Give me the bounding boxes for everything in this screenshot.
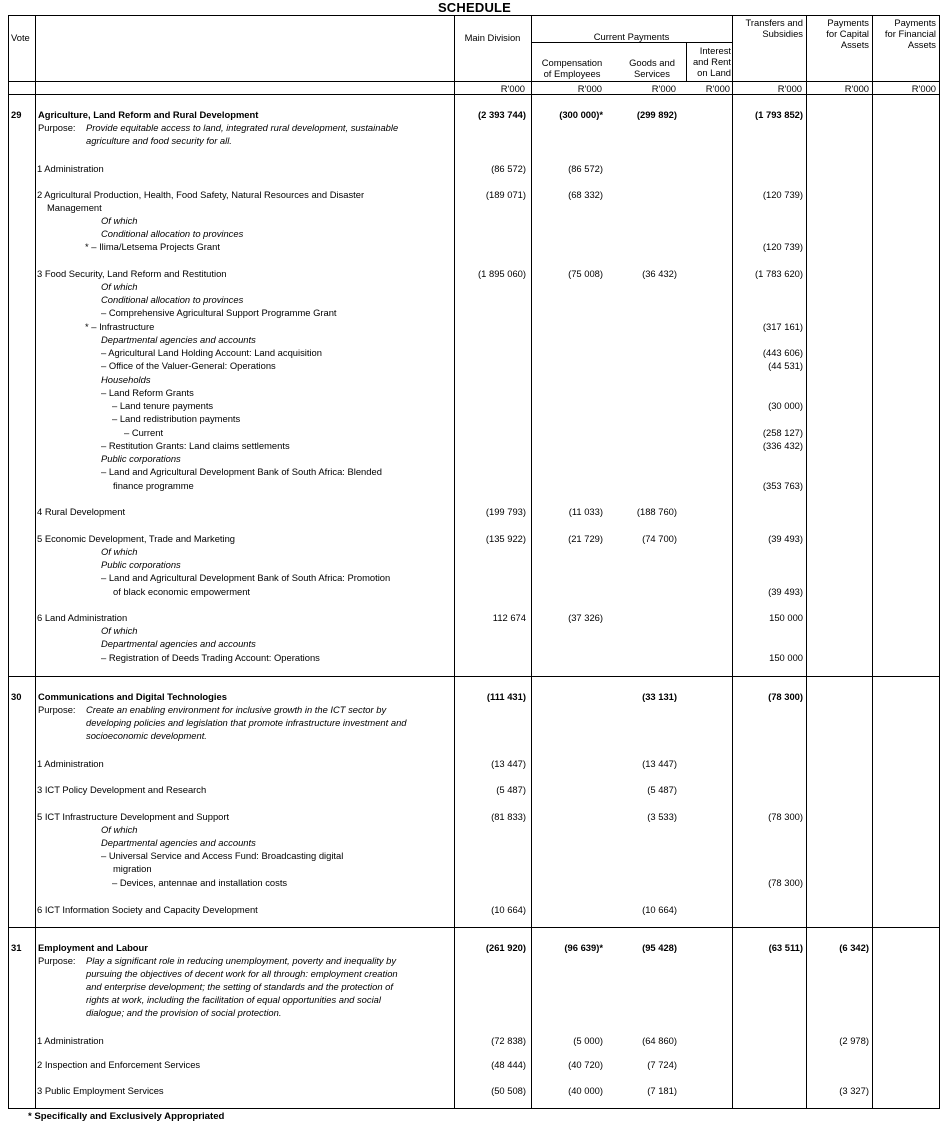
- unit-label: R'000: [777, 83, 802, 94]
- purpose-label: Purpose:: [38, 955, 76, 966]
- amount-main: (5 487): [496, 784, 526, 795]
- unit-label: R'000: [651, 83, 676, 94]
- purpose-text: and enterprise development; the setting of standards and the protection of: [86, 981, 393, 992]
- header-capital-assets: Payments for Capital Assets: [826, 17, 869, 50]
- amount-goods: (36 432): [642, 268, 677, 279]
- line-item: 6 Land Administration: [37, 612, 128, 623]
- amount-goods: (7 724): [647, 1059, 677, 1070]
- line-item: finance programme: [113, 480, 194, 491]
- line-item: Of which: [101, 281, 138, 292]
- amount-main: 112 674: [492, 612, 526, 623]
- amount-comp: (68 332): [568, 189, 603, 200]
- line-item: – Office of the Valuer-General: Operations: [101, 360, 276, 371]
- amount-transfers: (258 127): [762, 427, 803, 438]
- amount-transfers: (120 739): [762, 189, 803, 200]
- col-divider: [35, 15, 36, 1109]
- amount-main: (86 572): [491, 163, 526, 174]
- line-item: – Land and Agricultural Development Bank of South Africa: Blended: [101, 466, 382, 477]
- unit-label: R'000: [500, 83, 525, 94]
- amount-transfers: (353 763): [762, 480, 803, 491]
- amount-goods: (10 664): [642, 904, 677, 915]
- amount-comp: (5 000): [573, 1035, 603, 1046]
- vote-divider: [8, 676, 940, 677]
- amount-goods: (299 892): [636, 109, 677, 120]
- line-item: Of which: [101, 824, 138, 835]
- footnote: * Specifically and Exclusively Appropriated: [28, 1111, 225, 1122]
- line-item: 1 Administration: [37, 758, 104, 769]
- amount-capital: (2 978): [839, 1035, 869, 1046]
- line-item: Of which: [101, 625, 138, 636]
- line-item: 5 ICT Infrastructure Development and Support: [37, 811, 230, 822]
- line-item: 2 Agricultural Production, Health, Food Safety, Natural Resources and Disaster: [37, 189, 365, 200]
- amount-transfers: (78 300): [768, 877, 803, 888]
- amount-comp: (11 033): [568, 506, 603, 517]
- line-item: – Land redistribution payments: [112, 413, 241, 424]
- amount-comp: (300 000)*: [559, 109, 603, 120]
- header-current-payments: Current Payments: [593, 31, 670, 42]
- purpose-text: Play a significant role in reducing unemployment, poverty and inequality by: [86, 955, 397, 966]
- amount-transfers: (78 300): [768, 811, 803, 822]
- amount-transfers: (1 793 852): [755, 109, 803, 120]
- line-item: Departmental agencies and accounts: [101, 837, 256, 848]
- amount-goods: (5 487): [647, 784, 677, 795]
- amount-transfers: (317 161): [762, 321, 803, 332]
- amount-main: (1 895 060): [478, 268, 526, 279]
- purpose-text: Provide equitable access to land, integrated rural development, sustainable: [86, 122, 399, 133]
- header-main-division: Main Division: [464, 32, 521, 43]
- line-item: Departmental agencies and accounts: [101, 334, 256, 345]
- vote-number: 30: [11, 691, 22, 702]
- line-item: Management: [47, 202, 102, 213]
- amount-capital: (3 327): [839, 1085, 869, 1096]
- line-item: 1 Administration: [37, 1035, 104, 1046]
- amount-transfers: (30 000): [768, 400, 803, 411]
- purpose-text: dialogue; and the provision of social protection.: [86, 1007, 282, 1018]
- amount-main: (135 922): [485, 533, 526, 544]
- line-item: 5 Economic Development, Trade and Marketing: [37, 533, 236, 544]
- amount-transfers: (120 739): [762, 241, 803, 252]
- line-item: Departmental agencies and accounts: [101, 638, 256, 649]
- amount-main: (111 431): [486, 691, 526, 702]
- amount-comp: (21 729): [568, 533, 603, 544]
- amount-transfers: (44 531): [768, 360, 803, 371]
- line-item: * – Ilima/Letsema Projects Grant: [85, 241, 220, 252]
- line-item: 3 ICT Policy Development and Research: [37, 784, 207, 795]
- line-item: 4 Rural Development: [37, 506, 126, 517]
- header-transfers: Transfers and Subsidies: [745, 17, 803, 39]
- vote-number: 29: [11, 109, 22, 120]
- amount-comp: (75 008): [568, 268, 603, 279]
- header-goods-services: Goods and Services: [629, 57, 675, 79]
- amount-transfers: (336 432): [762, 440, 803, 451]
- line-item: 6 ICT Information Society and Capacity Development: [37, 904, 258, 915]
- line-item: migration: [113, 863, 152, 874]
- amount-capital: (6 342): [839, 942, 869, 953]
- vote-number: 31: [11, 942, 22, 953]
- vote-name: Employment and Labour: [38, 942, 148, 953]
- line-item: Households: [101, 374, 151, 385]
- schedule-title: SCHEDULE: [437, 0, 512, 15]
- header-divider: [531, 42, 732, 43]
- amount-transfers: (443 606): [762, 347, 803, 358]
- line-item: – Agricultural Land Holding Account: Land acquisition: [101, 347, 322, 358]
- amount-main: (261 920): [485, 942, 526, 953]
- amount-goods: (95 428): [642, 942, 677, 953]
- line-item: – Land Reform Grants: [101, 387, 194, 398]
- amount-goods: (64 860): [642, 1035, 677, 1046]
- line-item: Conditional allocation to provinces: [101, 294, 244, 305]
- purpose-text: Create an enabling environment for inclusive growth in the ICT sector by: [86, 704, 387, 715]
- amount-main: (50 508): [491, 1085, 526, 1096]
- amount-main: (2 393 744): [478, 109, 526, 120]
- line-item: – Comprehensive Agricultural Support Programme Grant: [101, 307, 337, 318]
- unit-label: R'000: [911, 83, 936, 94]
- amount-main: (13 447): [491, 758, 526, 769]
- line-item: Of which: [101, 215, 138, 226]
- header-vote: Vote: [11, 32, 30, 43]
- amount-main: (48 444): [491, 1059, 526, 1070]
- line-item: 1 Administration: [37, 163, 104, 174]
- purpose-label: Purpose:: [38, 704, 76, 715]
- line-item: – Land tenure payments: [112, 400, 214, 411]
- line-item: Public corporations: [101, 559, 181, 570]
- purpose-text: developing policies and legislation that promote infrastructure investment and: [86, 717, 407, 728]
- purpose-text: socioeconomic development.: [86, 730, 207, 741]
- amount-main: (81 833): [491, 811, 526, 822]
- vote-name: Communications and Digital Technologies: [38, 691, 227, 702]
- amount-comp: (40 720): [568, 1059, 603, 1070]
- amount-goods: (74 700): [642, 533, 677, 544]
- amount-transfers: (1 783 620): [755, 268, 803, 279]
- line-item: – Restitution Grants: Land claims settlements: [101, 440, 290, 451]
- line-item: – Current: [124, 427, 164, 438]
- line-item: 3 Food Security, Land Reform and Restitution: [37, 268, 227, 279]
- amount-transfers: 150 000: [769, 612, 803, 623]
- line-item: * – Infrastructure: [85, 321, 155, 332]
- vote-name: Agriculture, Land Reform and Rural Development: [38, 109, 259, 120]
- amount-transfers: (39 493): [768, 533, 803, 544]
- amount-main: (10 664): [491, 904, 526, 915]
- purpose-text: pursuing the objectives of decent work for all through: employment creation: [86, 968, 398, 979]
- line-item: – Registration of Deeds Trading Account: Operations: [101, 652, 320, 663]
- amount-main: (72 838): [491, 1035, 526, 1046]
- line-item: Conditional allocation to provinces: [101, 228, 244, 239]
- unit-label: R'000: [844, 83, 869, 94]
- line-item: 3 Public Employment Services: [37, 1085, 164, 1096]
- amount-main: (199 793): [485, 506, 526, 517]
- vote-divider: [8, 927, 940, 928]
- purpose-label: Purpose:: [38, 122, 76, 133]
- amount-transfers: 150 000: [769, 652, 803, 663]
- amount-goods: (188 760): [636, 506, 677, 517]
- amount-comp: (37 326): [568, 612, 603, 623]
- purpose-text: rights at work, including the facilitation of equal opportunities and social: [86, 994, 381, 1005]
- header-financial-assets: Payments for Financial Assets: [884, 17, 936, 50]
- amount-goods: (3 533): [647, 811, 677, 822]
- line-item: – Devices, antennae and installation costs: [112, 877, 288, 888]
- amount-transfers: (63 511): [768, 942, 803, 953]
- line-item: of black economic empowerment: [113, 586, 251, 597]
- amount-transfers: (78 300): [768, 691, 803, 702]
- line-item: Public corporations: [101, 453, 181, 464]
- unit-label: R'000: [705, 83, 730, 94]
- amount-comp: (96 639)*: [564, 942, 603, 953]
- amount-transfers: (39 493): [768, 586, 803, 597]
- amount-comp: (40 000): [568, 1085, 603, 1096]
- line-item: 2 Inspection and Enforcement Services: [37, 1059, 201, 1070]
- amount-goods: (33 131): [642, 691, 677, 702]
- unit-label: R'000: [577, 83, 602, 94]
- amount-goods: (7 181): [647, 1085, 677, 1096]
- line-item: – Universal Service and Access Fund: Broadcasting digital: [101, 850, 344, 861]
- purpose-text: agriculture and food security for all.: [86, 135, 232, 146]
- amount-main: (189 071): [485, 189, 526, 200]
- line-item: Of which: [101, 546, 138, 557]
- header-interest: Interest and Rent on Land: [692, 45, 731, 78]
- amount-goods: (13 447): [642, 758, 677, 769]
- amount-comp: (86 572): [568, 163, 603, 174]
- col-divider: [872, 15, 873, 1109]
- line-item: – Land and Agricultural Development Bank of South Africa: Promotion: [101, 572, 391, 583]
